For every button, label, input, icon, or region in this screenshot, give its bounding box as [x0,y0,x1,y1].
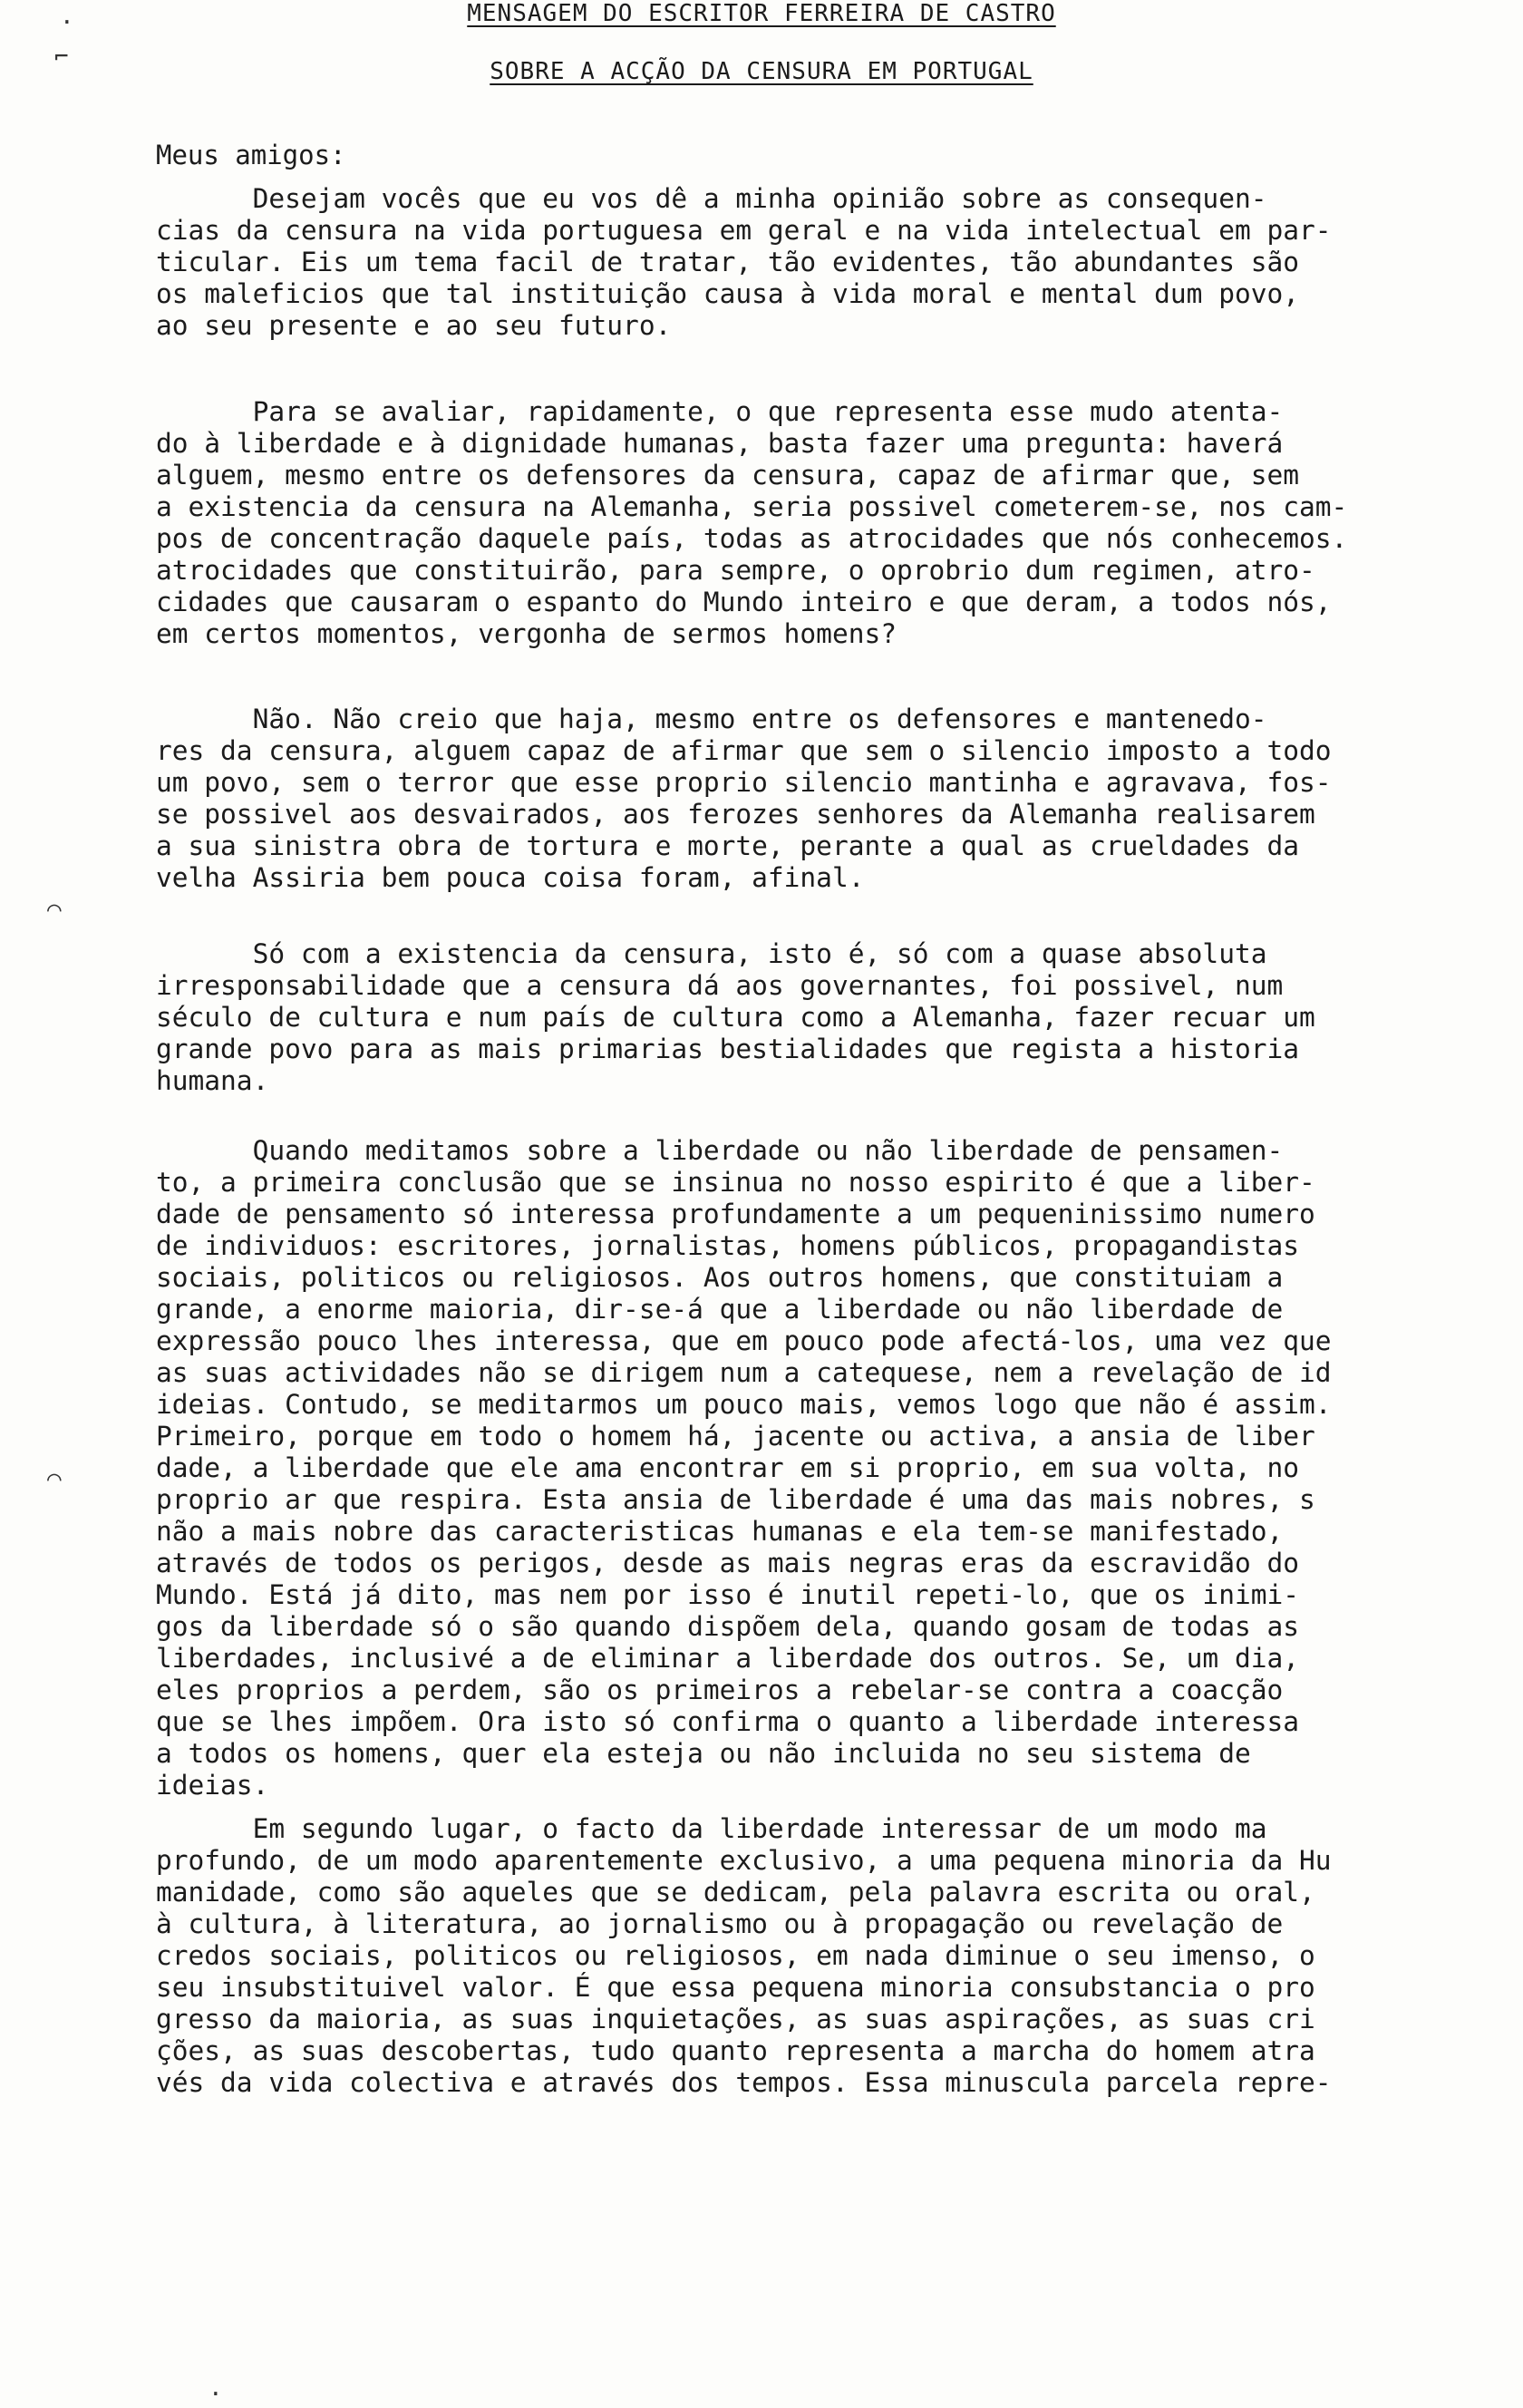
paragraph-2 [156,396,1479,650]
text-line: a existencia da censura na Alemanha, seria possivel cometerem-se, nos cam- [156,491,1348,522]
text-line: em certos momentos, vergonha de sermos homens? [156,618,897,649]
text-line: seu insubstituivel valor. É que essa pequena minoria consubstancia o pro [156,1972,1315,2003]
text-line: gos da liberdade só o são quando dispõem dela, quando gosam de todas as [156,1611,1299,1642]
text-line: expressão pouco lhes interessa, que em pouco pode afectá-los, uma vez que [156,1325,1332,1356]
text-line: Desejam vocês que eu vos dê a minha opinião sobre as consequen- [156,183,1267,214]
margin-mark: ⌒ [47,1465,62,1492]
document-title: MENSAGEM DO ESCRITOR FERREIRA DE CASTRO [467,0,1056,27]
text-line: dade de pensamento só interessa profundamente a um pequeninissimo numero [156,1199,1315,1229]
text-line: velha Assiria bem pouca coisa foram, afinal. [156,862,865,893]
text-line: vés da vida colectiva e através dos tempos. Essa minuscula parcela repre- [156,2067,1332,2098]
text-line: grande povo para as mais primarias bestialidades que regista a historia [156,1034,1299,1064]
text-line: se possivel aos desvairados, aos ferozes senhores da Alemanha realisarem [156,799,1315,830]
text-line: profundo, de um modo aparentemente exclusivo, a uma pequena minoria da Hu [156,1845,1332,1876]
text-line: to, a primeira conclusão que se insinua no nosso espirito é que a liber- [156,1167,1315,1198]
paragraph-5 [156,1135,1479,1801]
margin-mark: ⌐ [54,44,69,71]
text-line: liberdades, inclusivé a de eliminar a liberdade dos outros. Se, um dia, [156,1643,1299,1674]
margin-mark: · [60,9,74,36]
text-line: ao seu presente e ao seu futuro. [156,310,672,341]
salutation: Meus amigos: [156,140,346,170]
text-line: de individuos: escritores, jornalistas, homens públicos, propagandistas [156,1230,1299,1261]
text-line: Só com a existencia da censura, isto é, só com a quase absoluta [156,938,1267,969]
text-line: humana. [156,1065,269,1096]
text-line: ticular. Eis um tema facil de tratar, tão evidentes, tão abundantes são [156,247,1299,277]
text-line: do à liberdade e à dignidade humanas, basta fazer uma pregunta: haverá [156,428,1284,459]
text-line: ções, as suas descobertas, tudo quanto representa a marcha do homem atra [156,2035,1315,2066]
text-line: atrocidades que constituirão, para sempre, o oprobrio dum regimen, atro- [156,555,1315,586]
text-line: Quando meditamos sobre a liberdade ou não liberdade de pensamen- [156,1135,1284,1166]
text-line: cidades que causaram o espanto do Mundo inteiro e que deram, a todos nós, [156,587,1332,617]
paragraph-4 [156,938,1479,1097]
paragraph-1 [156,183,1479,342]
text-line: à cultura, à literatura, ao jornalismo ou à propagação ou revelação de [156,1908,1284,1939]
text-line: século de cultura e num país de cultura como a Alemanha, fazer recuar um [156,1002,1315,1033]
text-line: que se lhes impõem. Ora isto só confirma o quanto a liberdade interessa [156,1706,1299,1737]
text-line: Não. Não creio que haja, mesmo entre os defensores e mantenedo- [156,704,1267,734]
text-line: as suas actividades não se dirigem num a catequese, nem a revelação de id [156,1357,1332,1388]
text-line: res da censura, alguem capaz de afirmar que sem o silencio imposto a todo [156,735,1332,766]
text-line: ideias. [156,1770,269,1801]
text-line: alguem, mesmo entre os defensores da censura, capaz de afirmar que, sem [156,460,1299,490]
text-line: dade, a liberdade que ele ama encontrar em si proprio, em sua volta, no [156,1452,1299,1483]
text-line: sociais, politicos ou religiosos. Aos outros homens, que constituiam a [156,1262,1284,1293]
paragraph-3 [156,704,1479,894]
text-line: gresso da maioria, as suas inquietações, as suas aspirações, as suas cri [156,2004,1315,2034]
text-line: manidade, como são aqueles que se dedicam, pela palavra escrita ou oral, [156,1877,1315,1908]
text-line: Mundo. Está já dito, mas nem por isso é inutil repeti-lo, que os inimi- [156,1579,1299,1610]
document-subtitle: SOBRE A ACÇÃO DA CENSURA EM PORTUGAL [490,58,1033,85]
margin-mark: · [209,2381,223,2408]
text-line: Para se avaliar, rapidamente, o que representa esse mudo atenta- [156,396,1284,427]
text-line: Primeiro, porque em todo o homem há, jacente ou activa, a ansia de liber [156,1421,1315,1452]
text-line: proprio ar que respira. Esta ansia de liberdade é uma das mais nobres, s [156,1484,1315,1515]
paragraph-6 [156,1813,1479,2099]
text-line: a todos os homens, quer ela esteja ou não incluida no seu sistema de [156,1738,1251,1769]
text-line: irresponsabilidade que a censura dá aos governantes, foi possivel, num [156,970,1284,1001]
text-line: pos de concentração daquele país, todas as atrocidades que nós conhecemos. [156,523,1348,554]
text-line: ideias. Contudo, se meditarmos um pouco mais, vemos logo que não é assim. [156,1389,1332,1420]
text-line: um povo, sem o terror que esse proprio silencio mantinha e agravava, fos- [156,767,1332,798]
text-line: credos sociais, politicos ou religiosos, em nada diminue o seu imenso, o [156,1940,1315,1971]
text-line: Em segundo lugar, o facto da liberdade interessar de um modo ma [156,1813,1267,1844]
text-line: grande, a enorme maioria, dir-se-á que a liberdade ou não liberdade de [156,1294,1284,1325]
text-line: os maleficios que tal instituição causa à vida moral e mental dum povo, [156,278,1299,309]
text-line: não a mais nobre das caracteristicas humanas e ela tem-se manifestado, [156,1516,1284,1547]
text-line: através de todos os perigos, desde as mais negras eras da escravidão do [156,1548,1299,1578]
margin-mark: ⌒ [47,896,62,923]
text-line: cias da censura na vida portuguesa em geral e na vida intelectual em par- [156,215,1332,246]
text-line: eles proprios a perdem, são os primeiros a rebelar-se contra a coacção [156,1675,1284,1705]
text-line: a sua sinistra obra de tortura e morte, perante a qual as crueldades da [156,830,1299,861]
